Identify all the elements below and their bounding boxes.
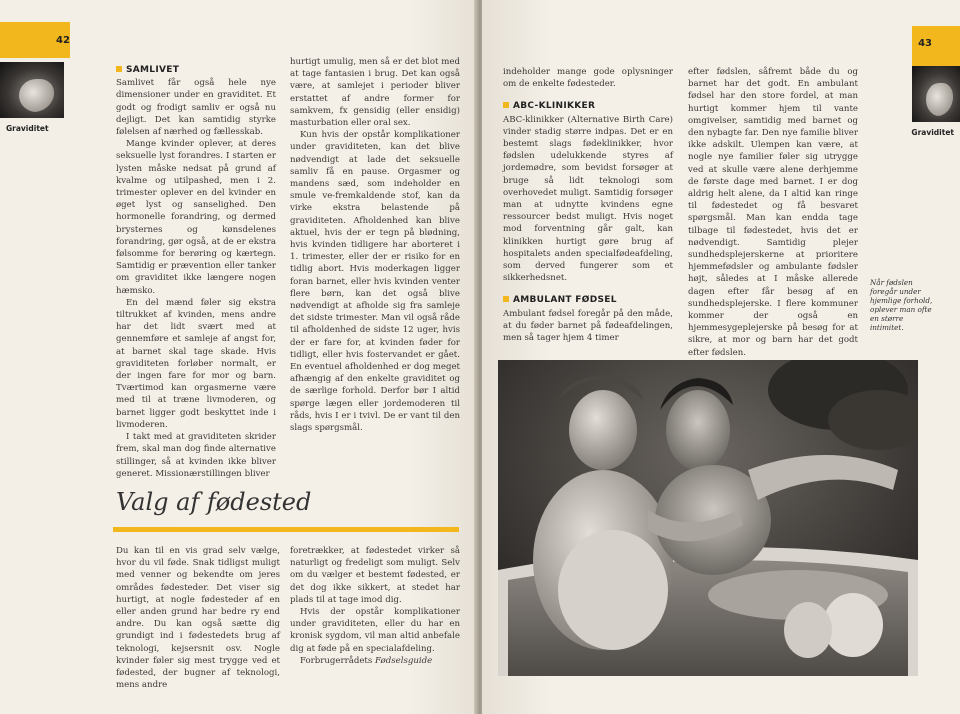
paragraph: indeholder mange gode oplysninger om de enkelte fødesteder. [503,67,673,90]
paragraph: En del mænd føler sig ekstra tiltrukket af kvinden, mens andre har det lidt svært med at gennemføre et samleje af angst for, at barnet skal tage skade. Hvis graviditeten forløber normalt, er der ingen fare for mor og barn. Tværtimod kan orgasmerne være med til at træne livmoderen, og barnet ligger godt beskyttet inde i livmoderen. [116,297,276,430]
photo-caption: Når fødslen foregår under hjemlige forhold, oplever man ofte en større intimitet. [870,278,933,332]
left-page [0,0,478,714]
bathtub-couple-photo [498,360,918,676]
heading-abc: ABC-KLINIKKER [503,100,673,112]
yellow-square-icon [503,296,509,302]
column-valg-2 [290,545,460,667]
section-title: Valg af fødested [116,488,312,516]
book-title: Fødselsguide [375,655,433,666]
belly-thumbnail-image [0,62,64,118]
page-number: 43 [918,38,932,49]
column-ambulant-cont [688,66,858,359]
paragraph: ABC-klinikker (Alternative Birth Care) vinder stadig større indpas. Det er en bestemt slags fødeklinikker, hvor fødslen udelukkende styres af jordemødre, som bevidst forsøger at bruge så lidt teknologi som overhovedet muligt. Samtidig forsøger man at udnytte kvindens egne ressourcer bedst muligt. Hvis noget mod forventning går galt, kan klinikken hurtigt gøre brug af hospitalets anden specialfødeafdeling, som derved fungerer som et sikkerhedsnet. [503,114,673,284]
paragraph: efter fødslen, såfremt både du og barnet har det godt. En ambulant fødsel har den store fordel, at man hurtigt kommer hjem til vante omgivelser, samtidig med barnet og den nybagte far. Den nye familie bliver ikke adskilt. Ulempen kan være, at nogle nye familier føler sig utrygge ved at skulle være alene derhjemme de første dage med barnet. I er dog aldrig helt alene, da I altid kan ringe til fødestedet og få besvaret spørgsmål. Man kan endda tage tilbage til fødestedet, hvis det er nødvendigt. Samtidig plejer sundhedsplejerskerne at prioritere hjemmefødsler og ambulante fødsler højt, således at I måske allerede dagen efter får besøg af en sundhedsplejerske. I flere kommuner kommer der også en hjemmesygeplejerske på besøg for at sikre, at mor og barn har det godt efter fødslen. [688,67,858,358]
paragraph: hurtigt umulig, men så er det blot med at tage fantasien i brug. Det kan også være, at samlejet i perioder bliver erstattet af andre former for samkvem, fx gensidig (eller ensidig) masturbation eller oral sex. [290,57,460,129]
paragraph: I takt med at graviditeten skrider frem, skal man dog finde alternative stillinger, så at kvinden ikke bliver generet. Missionærstillingen bliver [116,432,276,479]
column-samlivet [116,64,276,480]
yellow-square-icon [503,102,509,108]
column-valg-1 [116,545,280,691]
paragraph: Du kan til en vis grad selv vælge, hvor du vil føde. Snak tidligst muligt med venner og bekendte om jeres områdes fødesteder. Det viser sig hurtigt, at nogle fødesteder af en eller anden grund har bedre ry end andre. Du kan også sætte dig grundigt ind i fødestedets brug af teknologi, kejsersnit osv. Nogle kvinder føler sig mest trygge ved et fødested, der bugner af teknologi, mens andre [116,546,280,691]
belly-thumbnail-image [912,66,960,122]
photo-illustration [498,360,918,676]
column-samlivet-cont [290,56,460,434]
column-abc [503,66,673,344]
paragraph: Hvis der opstår komplikationer under graviditeten, eller du har en kronisk sygdom, vil man altid anbefale dig at føde på en specialafdeling. [290,607,460,654]
section-tag: Graviditet [911,128,954,137]
yellow-rule [113,527,459,532]
paragraph: Ambulant fødsel foregår på den måde, at du føder barnet på fødeafdelingen, men så tager hjem 4 timer [503,308,673,344]
page-number: 42 [56,35,70,46]
paragraph: foretrækker, at fødestedet virker så naturligt og fredeligt som muligt. Selv om du vælger et bestemt fødested, er det dog ikke sikkert, at stedet har plads til at tage imod dig. [290,546,460,605]
heading-samlivet: SAMLIVET [116,64,276,76]
paragraph: Samlivet får også hele nye dimensioner under en graviditet. Et godt og frodigt samliv er også nu dejligt. Det kan samtidig styrke følelsen af nærhed og fællesskab. [116,78,276,138]
section-tag: Graviditet [6,124,49,133]
yellow-square-icon [116,66,122,72]
paragraph: Forbrugerrådets Fødselsguide [300,655,433,666]
paragraph: Mange kvinder oplever, at deres seksuelle lyst forandres. I starten er lysten måske nedsat på grund af kvalme og utilpashed, men i 2. trimester oplever en del kvinder en øget lyst og sanselighed. Den hormonelle forandring, og dermed brysternes og kønsdelenes forandring, gør også, at de er ekstra følsomme for berøring og kærtegn. Samtidig er prævention eller tanker om graviditet ikke længere nogen hæmsko. [116,139,276,296]
paragraph: Kun hvis der opstår komplikationer under graviditeten, kan det blive nødvendigt at lade det seksuelle samliv få en pause. Orgasmer og mandens sæd, som indeholder en smule ve-fremkaldende stof, kan da virke ekstra belastende på graviditeten. Afholdenhed kan blive aktuel, hvis der er tegn på blødning, hvis kvinden tidligere har aborteret i 1. trimester, eller der er risiko for en tidlig abort. Hvis moderkagen ligger foran barnet, eller hvis kvinden venter flere børn, kan det også blive nødvendigt at afholde sig fra samleje det sidste trimester. Man vil også råde til afholdenhed de sidste 12 uger, hvis der er fare for, at kvinden føder for tidligt, eller hvis fostervandet er gået. En eventuel afholdenhed er dog meget afhængig af den enkelte graviditet og de særlige forhold. Derfor bør I altid spørge lægen eller jordemoderen til råds, hvis I er i tvivl. De er vant til den slags spørgsmål. [290,130,460,434]
heading-ambulant: AMBULANT FØDSEL [503,294,673,306]
